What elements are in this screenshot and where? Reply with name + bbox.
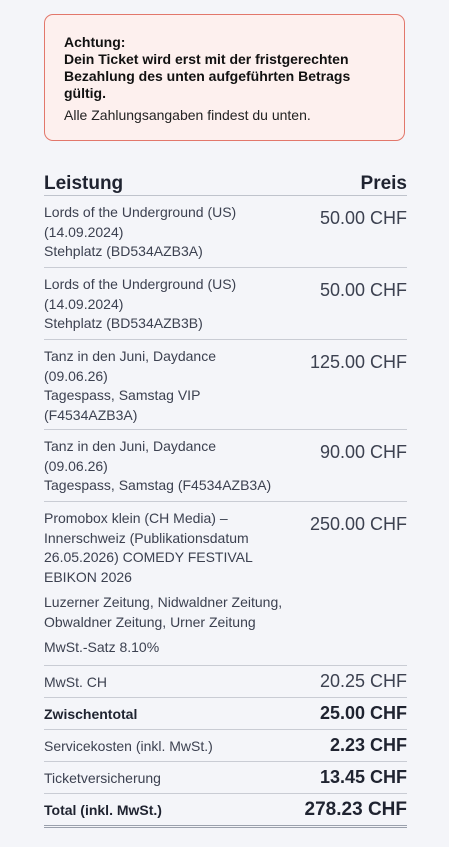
total-label: Total (inkl. MwSt.) bbox=[44, 801, 162, 818]
item-title: Promobox klein (CH Media) – Innerschweiz (Publikationsdatum 26.05.2026) COMEDY FESTIVAL EBIKON 2026 bbox=[44, 510, 253, 585]
alert-note: Alle Zahlungsangaben findest du unten. bbox=[64, 107, 311, 123]
item-price: 50.00 CHF bbox=[319, 280, 407, 300]
vat-value: 20.25 CHF bbox=[319, 671, 407, 691]
item-price: 125.00 CHF bbox=[309, 352, 407, 372]
table-row bbox=[44, 502, 407, 666]
item-title: Lords of the Underground (US) (14.09.2024) bbox=[44, 276, 237, 312]
item-title: Tanz in den Juni, Daydance (09.06.26) bbox=[44, 348, 216, 384]
item-title: Tanz in den Juni, Daydance (09.06.26) bbox=[44, 438, 216, 474]
order-table bbox=[44, 166, 407, 828]
vat-row bbox=[44, 666, 407, 698]
subtotal-value: 25.00 CHF bbox=[319, 703, 407, 723]
item-detail: Tagespass, Samstag (F4534AZB3A) bbox=[44, 477, 272, 493]
insurance-row bbox=[44, 762, 407, 794]
subtotal-label: Zwischentotal bbox=[44, 705, 138, 722]
item-detail: Stehplatz (BD534AZB3A) bbox=[44, 243, 203, 259]
item-title: Lords of the Underground (US) (14.09.2024) bbox=[44, 204, 237, 240]
table-header bbox=[44, 166, 407, 196]
service-fee-label: Servicekosten (inkl. MwSt.) bbox=[44, 737, 213, 754]
table-row bbox=[44, 268, 407, 340]
total-value: 278.23 CHF bbox=[304, 798, 407, 820]
item-price: 50.00 CHF bbox=[319, 208, 407, 228]
total-row bbox=[44, 794, 407, 828]
item-publications: Luzerner Zeitung, Nidwaldner Zeitung, Obwaldner Zeitung, Urner Zeitung bbox=[44, 594, 283, 630]
subtotal-row bbox=[44, 698, 407, 730]
item-detail: Tagespass, Samstag VIP (F4534AZB3A) bbox=[44, 387, 201, 423]
item-detail: Stehplatz (BD534AZB3B) bbox=[44, 315, 203, 331]
insurance-label: Ticketversicherung bbox=[44, 769, 161, 786]
table-row bbox=[44, 430, 407, 502]
service-fee-row bbox=[44, 730, 407, 762]
alert-title: Achtung: bbox=[64, 34, 126, 50]
item-price: 90.00 CHF bbox=[319, 442, 407, 462]
payment-warning-alert bbox=[44, 14, 405, 141]
header-service: Leistung bbox=[44, 173, 124, 194]
insurance-value: 13.45 CHF bbox=[319, 767, 407, 787]
vat-label: MwSt. CH bbox=[44, 673, 107, 690]
alert-message: Dein Ticket wird erst mit der fristgerechten Bezahlung des unten aufgeführten Betrags gültig. bbox=[64, 51, 351, 101]
table-row bbox=[44, 196, 407, 268]
header-price: Preis bbox=[360, 173, 407, 194]
service-fee-value: 2.23 CHF bbox=[329, 735, 407, 755]
item-price: 250.00 CHF bbox=[309, 514, 407, 534]
table-row bbox=[44, 340, 407, 430]
item-vat-rate: MwSt.-Satz 8.10% bbox=[44, 639, 160, 655]
